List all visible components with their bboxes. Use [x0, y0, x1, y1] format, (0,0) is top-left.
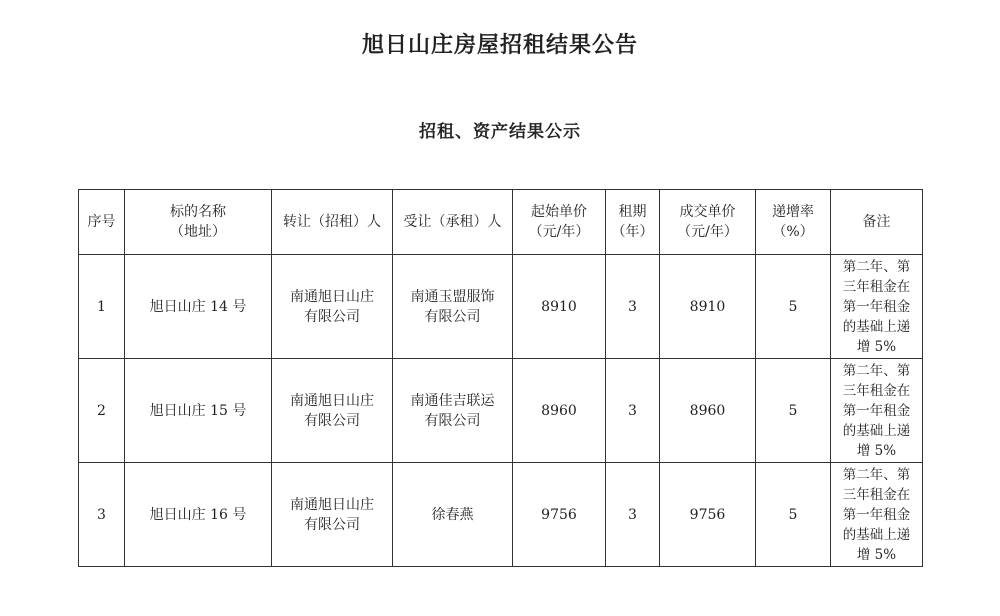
remark-line: 的基础上递 [842, 318, 911, 335]
cell-index: 1 [79, 255, 125, 359]
cell-deal-price: 8960 [660, 359, 756, 463]
cell-transferor-line2: 有限公司 [304, 516, 360, 533]
cell-transferee [393, 359, 513, 463]
cell-transferee-line1: 南通玉盟服饰 [410, 288, 495, 305]
cell-transferor-line1: 南通旭日山庄 [290, 496, 374, 513]
cell-start-price: 8910 [513, 255, 606, 359]
cell-increase: 5 [756, 359, 831, 463]
cell-remark [831, 255, 923, 359]
cell-transferor [272, 463, 393, 567]
cell-term: 3 [606, 255, 660, 359]
cell-subject: 旭日山庄 14 号 [125, 255, 272, 359]
results-table [78, 189, 923, 567]
cell-transferee-line2: 有限公司 [424, 308, 481, 325]
header-subject-line2: （地址） [170, 224, 226, 240]
remark-line: 三年租金在 [842, 486, 911, 503]
cell-transferor [272, 255, 393, 359]
cell-transferee [393, 255, 513, 359]
header-subject [125, 190, 272, 255]
page-title: 旭日山庄房屋招租结果公告 [361, 33, 638, 58]
header-deal-price-line2: （元/年） [677, 224, 738, 240]
remark-line: 第二年、第 [842, 258, 911, 275]
cell-start-price: 9756 [513, 463, 606, 567]
header-transferee: 受让（承租）人 [393, 190, 513, 255]
cell-transferee: 徐春燕 [393, 463, 513, 567]
header-increase [756, 190, 831, 255]
remark-line: 增 5% [856, 338, 897, 355]
cell-transferor [272, 359, 393, 463]
cell-increase: 5 [756, 255, 831, 359]
cell-increase: 5 [756, 463, 831, 567]
cell-remark [831, 463, 923, 567]
header-start-price [513, 190, 606, 255]
header-term-line1: 租期 [618, 204, 647, 220]
remark-line: 第一年租金 [842, 506, 911, 523]
cell-transferee-line1: 南通佳吉联运 [410, 392, 495, 409]
cell-index: 3 [79, 463, 125, 567]
section-subtitle: 招租、资产结果公示 [419, 122, 581, 142]
remark-line: 第一年租金 [842, 298, 911, 315]
header-deal-price [660, 190, 756, 255]
header-increase-line1: 递增率 [772, 204, 814, 220]
table-header-row [79, 190, 923, 255]
cell-transferor-line2: 有限公司 [304, 308, 360, 325]
remark-line: 的基础上递 [842, 422, 911, 439]
header-remark: 备注 [831, 190, 923, 255]
cell-transferee-line2: 有限公司 [424, 412, 481, 429]
cell-transferor-line1: 南通旭日山庄 [290, 392, 374, 409]
cell-subject: 旭日山庄 16 号 [125, 463, 272, 567]
remark-line: 三年租金在 [842, 382, 911, 399]
cell-index: 2 [79, 359, 125, 463]
cell-transferor-line2: 有限公司 [304, 412, 360, 429]
remark-line: 增 5% [856, 442, 897, 459]
table-row [79, 463, 923, 567]
cell-subject: 旭日山庄 15 号 [125, 359, 272, 463]
header-term-line2: （年） [611, 224, 654, 240]
cell-transferor-line1: 南通旭日山庄 [290, 288, 374, 305]
header-term [606, 190, 660, 255]
remark-line: 的基础上递 [842, 526, 911, 543]
cell-remark [831, 359, 923, 463]
remark-line: 增 5% [856, 546, 897, 563]
remark-line: 第二年、第 [842, 466, 911, 483]
cell-deal-price: 8910 [660, 255, 756, 359]
header-start-price-line2: （元/年） [528, 224, 590, 240]
header-index: 序号 [79, 190, 125, 255]
cell-deal-price: 9756 [660, 463, 756, 567]
header-subject-line1: 标的名称 [170, 204, 226, 220]
header-deal-price-line1: 成交单价 [679, 204, 736, 220]
cell-start-price: 8960 [513, 359, 606, 463]
table-row [79, 255, 923, 359]
cell-term: 3 [606, 359, 660, 463]
header-start-price-line1: 起始单价 [531, 204, 587, 220]
table-row [79, 359, 923, 463]
header-transferor: 转让（招租）人 [272, 190, 393, 255]
cell-term: 3 [606, 463, 660, 567]
header-increase-line2: （%） [772, 224, 814, 240]
remark-line: 第一年租金 [842, 402, 911, 419]
remark-line: 三年租金在 [842, 278, 911, 295]
remark-line: 第二年、第 [842, 362, 911, 379]
